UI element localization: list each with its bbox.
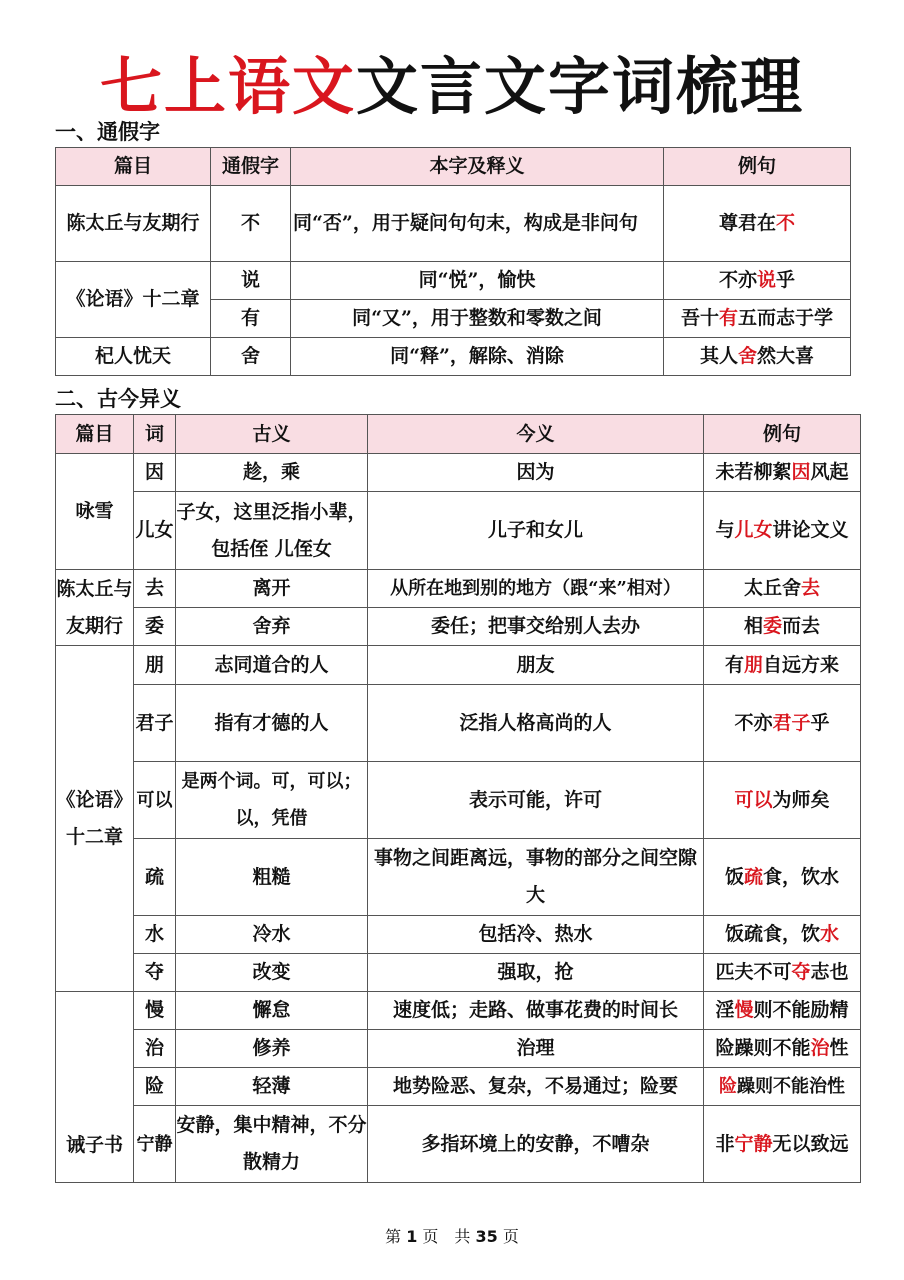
table-header-row xyxy=(56,415,861,454)
word-cell: 险 xyxy=(134,1068,176,1106)
new-meaning-cell: 朋友 xyxy=(368,646,704,685)
new-meaning-cell: 表示可能，许可 xyxy=(368,762,704,839)
old-meaning-cell: 安静，集中精神，不分散精力 xyxy=(176,1106,368,1183)
title-cell: 《论语》十二章 xyxy=(56,262,211,338)
word-cell: 委 xyxy=(134,608,176,646)
title-cell: 陈太丘与友期行 xyxy=(56,186,211,262)
word-cell: 水 xyxy=(134,916,176,954)
example-cell: 险躁则不能治性 xyxy=(704,1030,861,1068)
old-meaning-cell: 轻薄 xyxy=(176,1068,368,1106)
example-cell: 与儿女讲论文义 xyxy=(704,492,861,570)
header-cell: 通假字 xyxy=(211,148,291,186)
section2-heading: 二、古今异义 xyxy=(55,386,181,411)
old-meaning-cell: 冷水 xyxy=(176,916,368,954)
new-meaning-cell: 地势险恶、复杂，不易通过；险要 xyxy=(368,1068,704,1106)
table-row xyxy=(56,454,861,492)
example-cell: 匹夫不可夺志也 xyxy=(704,954,861,992)
word-cell: 君子 xyxy=(134,685,176,762)
table-row xyxy=(56,646,861,685)
page-title xyxy=(0,52,904,122)
table-row xyxy=(56,570,861,608)
example-cell: 非宁静无以致远 xyxy=(704,1106,861,1183)
group-title-cell: 诫子书 xyxy=(56,992,134,1183)
section1-heading: 一、通假字 xyxy=(55,119,160,144)
group-title-cell: 咏雪 xyxy=(56,454,134,570)
title-part1: 七上语文 xyxy=(99,50,356,123)
example-cell: 不亦君子乎 xyxy=(704,685,861,762)
word-cell: 疏 xyxy=(134,839,176,916)
word-cell: 夺 xyxy=(134,954,176,992)
header-cell: 篇目 xyxy=(56,415,134,454)
new-meaning-cell: 儿子和女儿 xyxy=(368,492,704,570)
table-row xyxy=(56,1030,861,1068)
gujinyiyi-table xyxy=(55,414,861,1183)
example-cell: 相委而去 xyxy=(704,608,861,646)
example-cell: 太丘舍去 xyxy=(704,570,861,608)
table-row xyxy=(56,608,861,646)
group-title-cell: 《论语》十二章 xyxy=(56,646,134,992)
new-meaning-cell: 委任；把事交给别人去办 xyxy=(368,608,704,646)
tongjiazi-table xyxy=(55,147,851,376)
old-meaning-cell: 是两个词。可，可以；以，凭借 xyxy=(176,762,368,839)
meaning-cell: 同“悦”，愉快 xyxy=(291,262,664,300)
table-row xyxy=(56,338,851,376)
table-row xyxy=(56,992,861,1030)
example-cell: 尊君在不 xyxy=(664,186,851,262)
table-row xyxy=(56,685,861,762)
word-cell: 去 xyxy=(134,570,176,608)
word-cell: 因 xyxy=(134,454,176,492)
example-cell: 其人舍然大喜 xyxy=(664,338,851,376)
meaning-cell: 同“否”，用于疑问句句末，构成是非问句 xyxy=(291,186,664,262)
char-cell: 有 xyxy=(211,300,291,338)
word-cell: 可以 xyxy=(134,762,176,839)
meaning-cell: 同“又”，用于整数和零数之间 xyxy=(291,300,664,338)
char-cell: 说 xyxy=(211,262,291,300)
table-row xyxy=(56,1106,861,1183)
example-cell: 饭疏食，饮水 xyxy=(704,839,861,916)
old-meaning-cell: 离开 xyxy=(176,570,368,608)
title-part2: 文言文字词梳理 xyxy=(356,50,805,123)
page-footer: 第 1 页 共 35 页 xyxy=(385,1227,519,1246)
table-row xyxy=(56,262,851,300)
word-cell: 治 xyxy=(134,1030,176,1068)
old-meaning-cell: 志同道合的人 xyxy=(176,646,368,685)
header-cell: 篇目 xyxy=(56,148,211,186)
title-cell: 杞人忧天 xyxy=(56,338,211,376)
example-cell: 不亦说乎 xyxy=(664,262,851,300)
old-meaning-cell: 修养 xyxy=(176,1030,368,1068)
example-cell: 险躁则不能治性 xyxy=(704,1068,861,1106)
new-meaning-cell: 速度低；走路、做事花费的时间长 xyxy=(368,992,704,1030)
meaning-cell: 同“释”，解除、消除 xyxy=(291,338,664,376)
word-cell: 朋 xyxy=(134,646,176,685)
table-row xyxy=(56,839,861,916)
table-row xyxy=(56,1068,861,1106)
old-meaning-cell: 指有才德的人 xyxy=(176,685,368,762)
word-cell: 儿女 xyxy=(134,492,176,570)
new-meaning-cell: 治理 xyxy=(368,1030,704,1068)
new-meaning-cell: 强取，抢 xyxy=(368,954,704,992)
old-meaning-cell: 舍弃 xyxy=(176,608,368,646)
header-cell: 古义 xyxy=(176,415,368,454)
word-cell: 宁静 xyxy=(134,1106,176,1183)
header-cell: 例句 xyxy=(704,415,861,454)
header-cell: 词 xyxy=(134,415,176,454)
header-cell: 例句 xyxy=(664,148,851,186)
example-cell: 未若柳絮因风起 xyxy=(704,454,861,492)
new-meaning-cell: 因为 xyxy=(368,454,704,492)
table-row xyxy=(56,916,861,954)
old-meaning-cell: 子女，这里泛指小辈，包括侄 儿侄女 xyxy=(176,492,368,570)
example-cell: 有朋自远方来 xyxy=(704,646,861,685)
old-meaning-cell: 懈怠 xyxy=(176,992,368,1030)
new-meaning-cell: 事物之间距离远，事物的部分之间空隙大 xyxy=(368,839,704,916)
header-cell: 今义 xyxy=(368,415,704,454)
old-meaning-cell: 改变 xyxy=(176,954,368,992)
example-cell: 饭疏食，饮水 xyxy=(704,916,861,954)
new-meaning-cell: 泛指人格高尚的人 xyxy=(368,685,704,762)
example-cell: 淫慢则不能励精 xyxy=(704,992,861,1030)
new-meaning-cell: 从所在地到别的地方（跟“来”相对） xyxy=(368,570,704,608)
total-pages: 35 xyxy=(475,1227,498,1246)
table-row xyxy=(56,762,861,839)
table-row xyxy=(56,954,861,992)
new-meaning-cell: 多指环境上的安静，不嘈杂 xyxy=(368,1106,704,1183)
header-cell: 本字及释义 xyxy=(291,148,664,186)
table-row xyxy=(56,186,851,262)
old-meaning-cell: 粗糙 xyxy=(176,839,368,916)
new-meaning-cell: 包括冷、热水 xyxy=(368,916,704,954)
page-number: 1 xyxy=(406,1227,418,1246)
group-title-cell: 陈太丘与友期行 xyxy=(56,570,134,646)
table-header-row xyxy=(56,148,851,186)
example-cell: 可以为师矣 xyxy=(704,762,861,839)
word-cell: 慢 xyxy=(134,992,176,1030)
char-cell: 不 xyxy=(211,186,291,262)
char-cell: 舍 xyxy=(211,338,291,376)
table-row xyxy=(56,492,861,570)
example-cell: 吾十有五而志于学 xyxy=(664,300,851,338)
old-meaning-cell: 趁，乘 xyxy=(176,454,368,492)
